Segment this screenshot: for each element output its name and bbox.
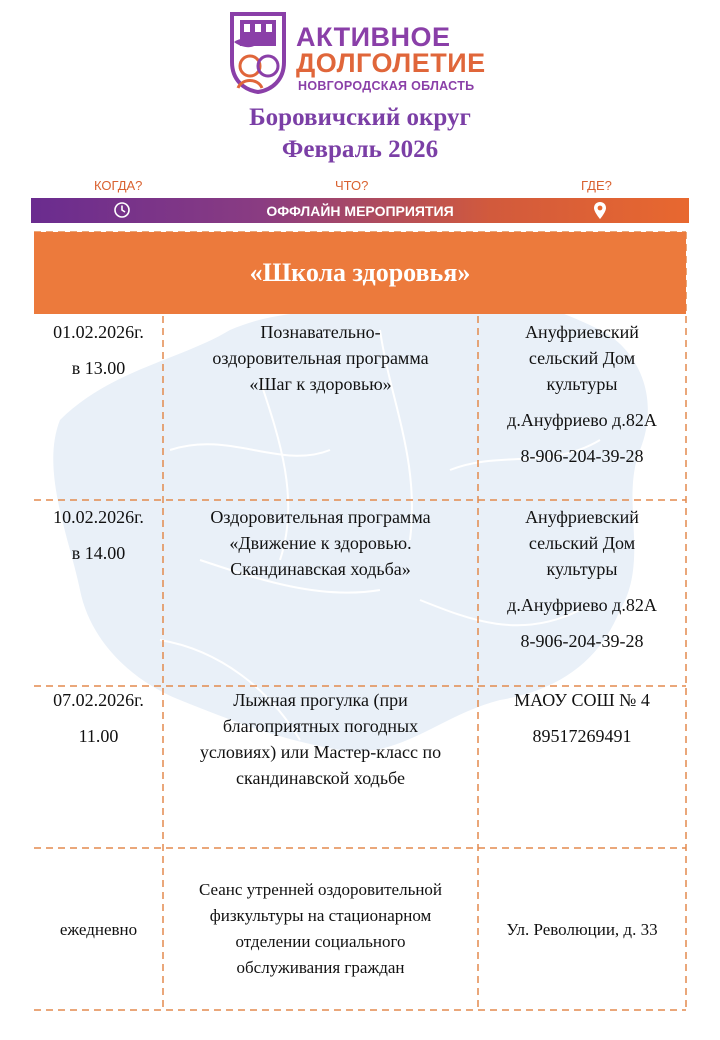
event-description-line: Оздоровительная программа <box>210 507 431 527</box>
event-date: 10.02.2026г. <box>53 507 144 527</box>
month-title: Февраль 2026 <box>281 136 439 163</box>
event-1-where <box>478 319 686 469</box>
event-description-line: «Движение к здоровью. <box>229 533 412 553</box>
venue-line: Ул. Революции, д. 33 <box>506 920 658 939</box>
event-1-when <box>34 319 163 381</box>
venue-phone: 8-906-204-39-28 <box>520 631 644 651</box>
column-where-label: ГДЕ? <box>581 178 612 193</box>
venue-line: культуры <box>546 559 618 579</box>
event-time: в 14.00 <box>71 543 126 563</box>
event-2-what <box>163 504 478 582</box>
event-description-line: благоприятных погодных <box>222 716 419 736</box>
event-description-line: Познавательно- <box>260 322 381 342</box>
event-4-what <box>163 877 478 981</box>
emblem-logo-icon <box>228 10 288 94</box>
location-pin-icon <box>593 201 607 220</box>
event-description-line: Сеанс утренней оздоровительной <box>198 880 443 899</box>
venue-address: д.Ануфриево д.82А <box>507 595 657 615</box>
event-description-line: Лыжная прогулка (при <box>233 690 408 710</box>
event-description-line: обслуживания граждан <box>236 958 405 977</box>
venue-address: д.Ануфриево д.82А <box>507 410 657 430</box>
event-time: 11.00 <box>78 726 119 746</box>
column-when-label: КОГДА? <box>94 178 143 193</box>
event-description-line: скандинавской ходьбе <box>236 768 405 788</box>
logo <box>228 10 498 96</box>
event-3-what <box>163 687 478 791</box>
venue-line: Ануфриевский <box>525 322 639 342</box>
logo-title-line2: ДОЛГОЛЕТИЕ <box>296 48 486 78</box>
venue-line: МАОУ СОШ № 4 <box>514 690 650 710</box>
event-date: 07.02.2026г. <box>53 690 144 710</box>
logo-title-line1: АКТИВНОЕ <box>296 22 451 52</box>
event-3-where <box>478 687 686 749</box>
event-3-when <box>34 687 163 749</box>
event-4-when <box>34 917 163 943</box>
venue-phone: 8-906-204-39-28 <box>520 446 644 466</box>
offline-events-label: ОФФЛАЙН МЕРОПРИЯТИЯ <box>266 203 454 219</box>
event-2-where <box>478 504 686 654</box>
venue-line: Ануфриевский <box>525 507 639 527</box>
column-what-label: ЧТО? <box>335 178 369 193</box>
event-description-line: отделении социального <box>235 932 406 951</box>
event-description-line: оздоровительная программа <box>212 348 429 368</box>
event-1-what <box>163 319 478 397</box>
event-date: ежедневно <box>59 920 138 939</box>
section-title: «Школа здоровья» <box>34 232 686 314</box>
event-description-line: условиях) или Мастер-класс по <box>199 742 442 762</box>
event-2-when <box>34 504 163 566</box>
event-description-line: физкультуры на стационарном <box>209 906 432 925</box>
event-date: 01.02.2026г. <box>53 322 144 342</box>
event-4-where <box>478 917 686 943</box>
venue-line: сельский Дом <box>528 348 636 368</box>
offline-events-bar <box>31 198 689 223</box>
venue-phone: 89517269491 <box>532 726 632 746</box>
event-description-line: Скандинавская ходьба» <box>230 559 411 579</box>
venue-line: культуры <box>546 374 618 394</box>
venue-line: сельский Дом <box>528 533 636 553</box>
event-description-line: «Шаг к здоровью» <box>249 374 392 394</box>
district-title: Боровичский округ <box>249 104 471 131</box>
logo-subtitle: НОВГОРОДСКАЯ ОБЛАСТЬ <box>298 79 475 93</box>
event-time: в 13.00 <box>71 358 126 378</box>
